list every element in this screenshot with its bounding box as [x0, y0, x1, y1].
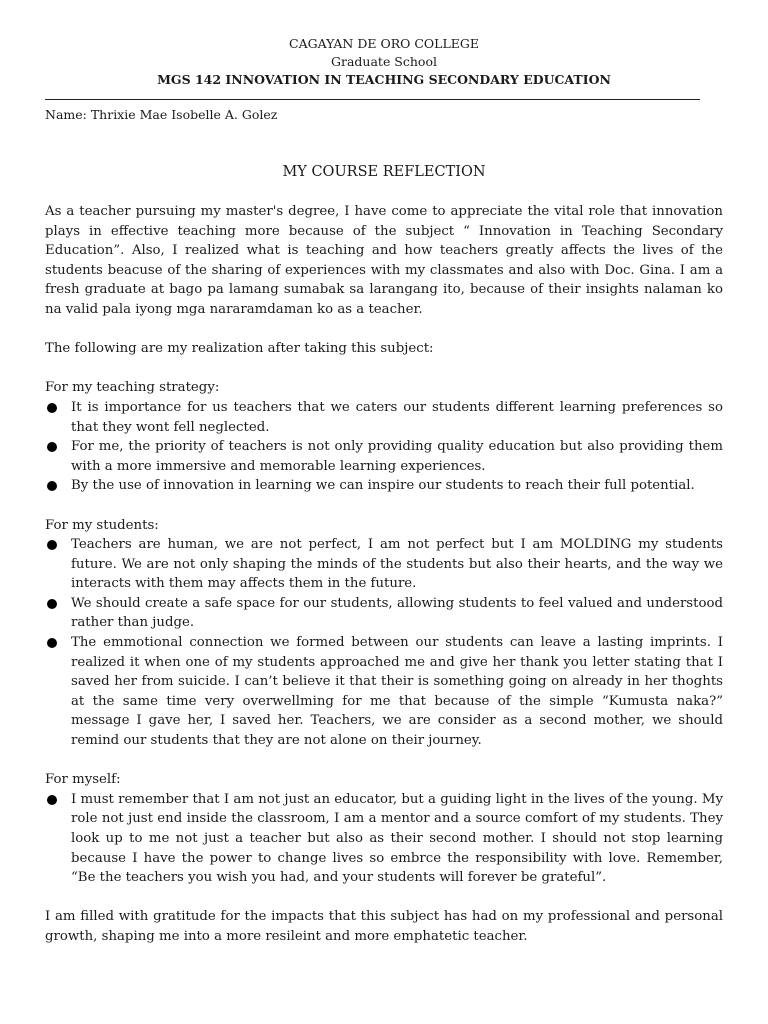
lead-paragraph: The following are my realization after taking this subject: — [45, 341, 434, 357]
list-item — [45, 790, 723, 888]
school-name: Graduate School — [331, 54, 437, 69]
student-name: Name: Thrixie Mae Isobelle A. Golez — [45, 107, 278, 122]
list-item-text: I must remember that I am not just an educator, but a guiding light in the lives of the young. My role not just end inside the classroom, I am a mentor and a source comfort of my students. They look up to me not just a teacher but also as their second mother. I should not stop learning because I have the power to change lives so embrce the responsibility with love. Remember, “Be the teachers you wish you had, and your students will forever be grateful”. — [71, 791, 723, 886]
list-item — [45, 535, 723, 594]
page-title: MY COURSE REFLECTION — [282, 164, 486, 180]
list-item — [45, 437, 723, 476]
list-item-text: It is importance for us teachers that we caters our students different learning preferences so that they wont fell neglected. — [71, 399, 723, 435]
list-item — [45, 476, 723, 496]
section-heading: For myself: — [45, 772, 121, 788]
bullet-icon — [47, 442, 57, 452]
list-item — [45, 633, 723, 751]
section-heading: For my teaching strategy: — [45, 380, 220, 396]
students-list — [45, 535, 723, 751]
conclusion-paragraph: I am filled with gratitude for the impacts that this subject has had on my professional and personal growth, shaping me into a more resileint and more emphatetic teacher. — [45, 909, 723, 944]
section-heading: For my students: — [45, 517, 159, 533]
bullet-icon — [47, 540, 57, 550]
bullet-icon — [47, 795, 57, 805]
list-item-text: Teachers are human, we are not perfect, I am not perfect but I am MOLDING my students future. We are not only shaping the minds of the students but also their hearts, and the way we interacts with them may affects them in the future. — [71, 537, 723, 592]
bullet-icon — [47, 403, 57, 413]
list-item — [45, 398, 723, 437]
list-item-text: For me, the priority of teachers is not only providing quality education but also providing them with a more immersive and memorable learning experiences. — [71, 439, 723, 474]
reflection-body — [45, 202, 723, 947]
bullet-icon — [47, 638, 57, 648]
institution-name: CAGAYAN DE ORO COLLEGE — [289, 36, 479, 51]
myself-list — [45, 790, 723, 888]
list-item-text: The emmotional connection we formed between our students can leave a lasting imprints. I realized it when one of my students approached me and give her thank you letter stating that I saved her from suicide. I can’t believe it that their is something going on already in her thoghts at the same time very overwellming for me that because of the simple “Kumusta naka?” message I gave her, I saved her. Teachers, we are consider as a second mother, we should remind our students that they are not alone on their journey. — [71, 635, 723, 749]
intro-paragraph: As a teacher pursuing my master's degree, I have come to appreciate the vital role that innovation plays in effective teaching more because of the subject “ Innovation in Teaching Secondary Education”. Also, I realized what is teaching and how teachers greatly affects the lives of the students beacuse of the sharing of experiences with my classmates and also with Doc. Gina. I am a fresh graduate at bago pa lamang sumabak sa larangang ito, because of their insights nalaman ko na valid pala iyong mga nararamdaman ko as a teacher. — [45, 204, 723, 317]
bullet-icon — [47, 481, 57, 491]
list-item-text: We should create a safe space for our students, allowing students to feel valued and understood rather than judge. — [71, 595, 723, 631]
teaching-strategy-list — [45, 398, 723, 496]
course-title: MGS 142 INNOVATION IN TEACHING SECONDARY EDUCATION — [157, 72, 611, 87]
list-item-text: By the use of innovation in learning we can inspire our students to reach their full potential. — [71, 478, 695, 494]
header-divider — [45, 99, 700, 100]
bullet-icon — [47, 599, 57, 609]
list-item — [45, 594, 723, 633]
